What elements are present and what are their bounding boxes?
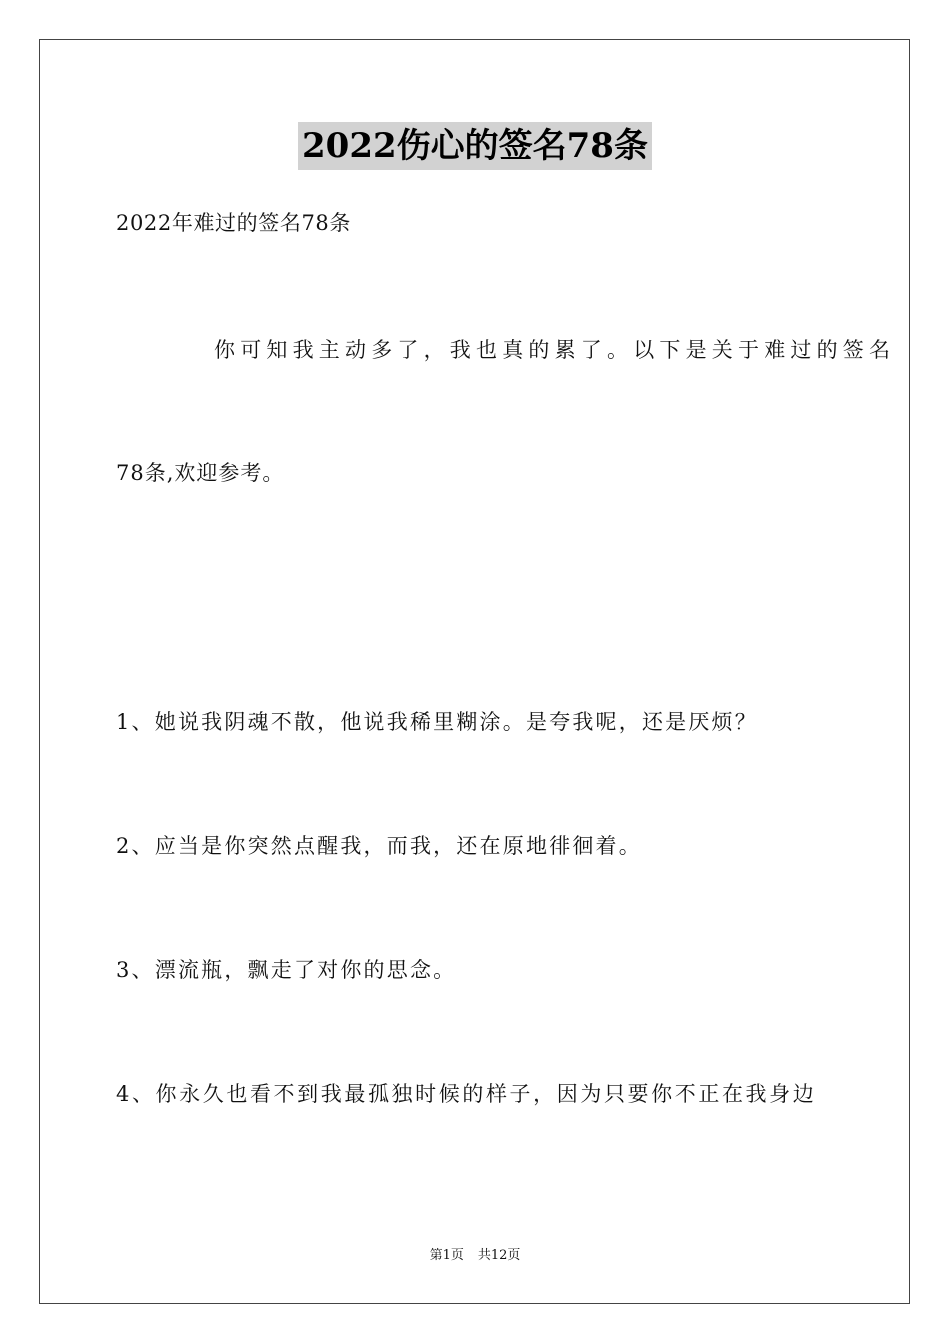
page-number: 第1页 [429,1248,464,1263]
page-footer [0,1247,950,1265]
list-item: 4、你永久也看不到我最孤独时候的样子，因为只要你不正在我身边 [116,1082,817,1106]
list-item: 3、漂流瓶，飘走了对你的思念。 [116,958,457,982]
intro-paragraph-line-1: 你可知我主动多了，我也真的累了。以下是关于难过的签名 [214,338,896,362]
intro-paragraph-line-2: 78条,欢迎参考。 [116,461,285,485]
title-container [0,122,950,170]
document-title: 2022伤心的签名78条 [298,122,652,170]
list-item: 1、她说我阴魂不散，他说我稀里糊涂。是夸我呢，还是厌烦？ [116,710,758,734]
document-subtitle: 2022年难过的签名78条 [116,211,351,235]
page-total: 共12页 [477,1248,521,1263]
list-item: 2、应当是你突然点醒我，而我，还在原地徘徊着。 [116,834,642,858]
